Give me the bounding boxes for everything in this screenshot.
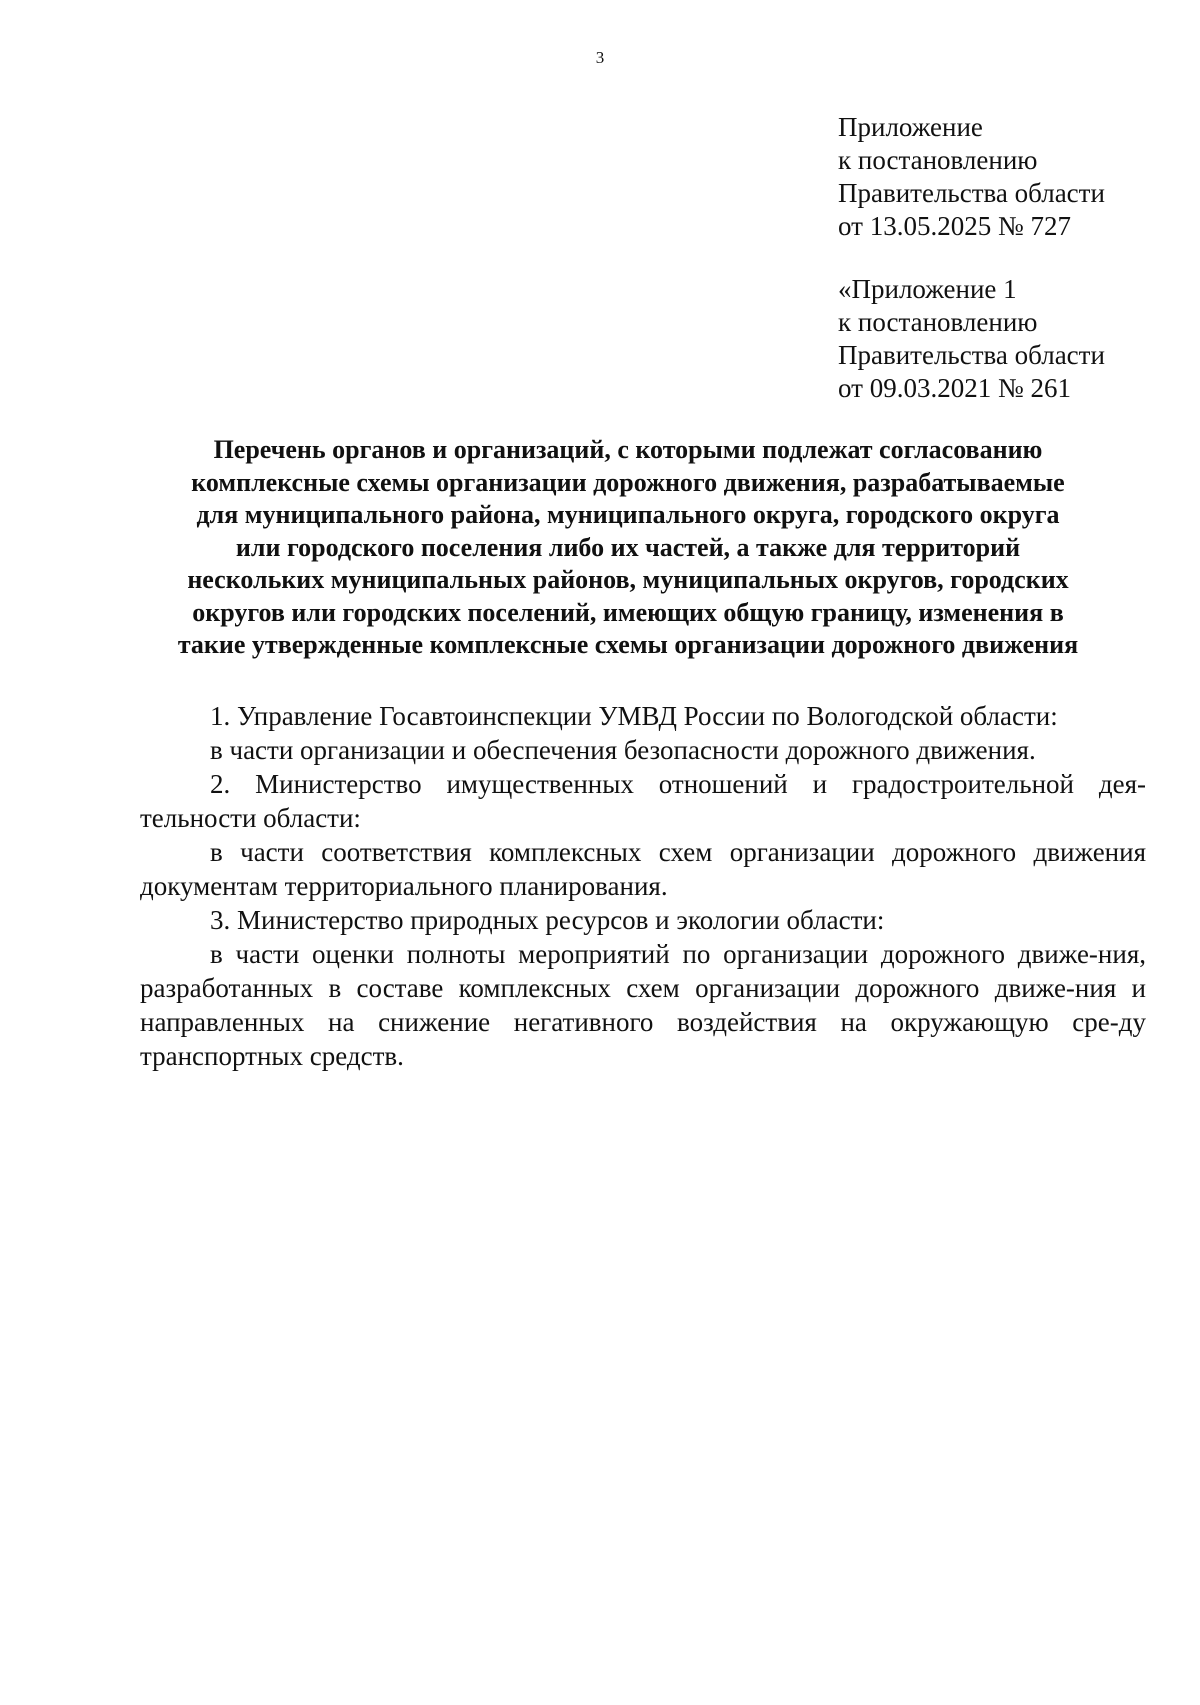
title-line: Перечень органов и организаций, с которыми подлежат согласованию [213, 435, 1043, 464]
page-number: 3 [595, 48, 605, 67]
title-line: такие утвержденные комплексные схемы организации дорожного движения [177, 630, 1079, 659]
organization-list [140, 699, 1146, 1073]
title-line: комплексные схемы организации дорожного движения, разрабатываемые [191, 467, 1065, 497]
appendix-current-line: от 13.05.2025 № 727 [838, 211, 1071, 241]
title-line: или городского поселения либо их частей, а также для территорий [235, 532, 1021, 562]
appendix-current-line: Приложение [838, 112, 983, 142]
appendix-previous-line: к постановлению [838, 307, 1038, 337]
appendix-current-line: к постановлению [838, 145, 1038, 175]
appendix-previous-line: от 09.03.2021 № 261 [838, 373, 1071, 403]
list-item-scope: в части соответствия комплексных схем организации дорожного движения документам территориального планирования. [140, 837, 1146, 901]
appendix-reference-previous [838, 273, 1105, 405]
list-item-scope: в части оценки полноты мероприятий по организации дорожного движе-ния, разработанных в составе комплексных схем организации дорожного движе-ния и направленных на снижение негативного воздействия на окружающую сре-ду транспортных средств. [140, 939, 1146, 1071]
appendix-reference-current [838, 111, 1105, 243]
appendix-current-line: Правительства области [838, 178, 1105, 208]
document-title [110, 434, 1146, 662]
list-item-heading: 2. Министерство имущественных отношений и градостроительной дея-тельности области: [140, 769, 1146, 833]
list-item-scope: в части организации и обеспечения безопасности дорожного движения. [210, 735, 1036, 765]
title-line: для муниципального района, муниципального округа, городского округа [196, 500, 1060, 529]
title-line: нескольких муниципальных районов, муниципальных округов, городских [187, 565, 1069, 594]
list-item-heading: 3. Министерство природных ресурсов и экологии области: [210, 905, 885, 935]
title-line: округов или городских поселений, имеющих общую границу, изменения в [192, 597, 1064, 627]
appendix-previous-line: «Приложение 1 [838, 274, 1017, 304]
appendix-previous-line: Правительства области [838, 340, 1105, 370]
list-item-heading: 1. Управление Госавтоинспекции УМВД России по Вологодской области: [210, 701, 1058, 731]
